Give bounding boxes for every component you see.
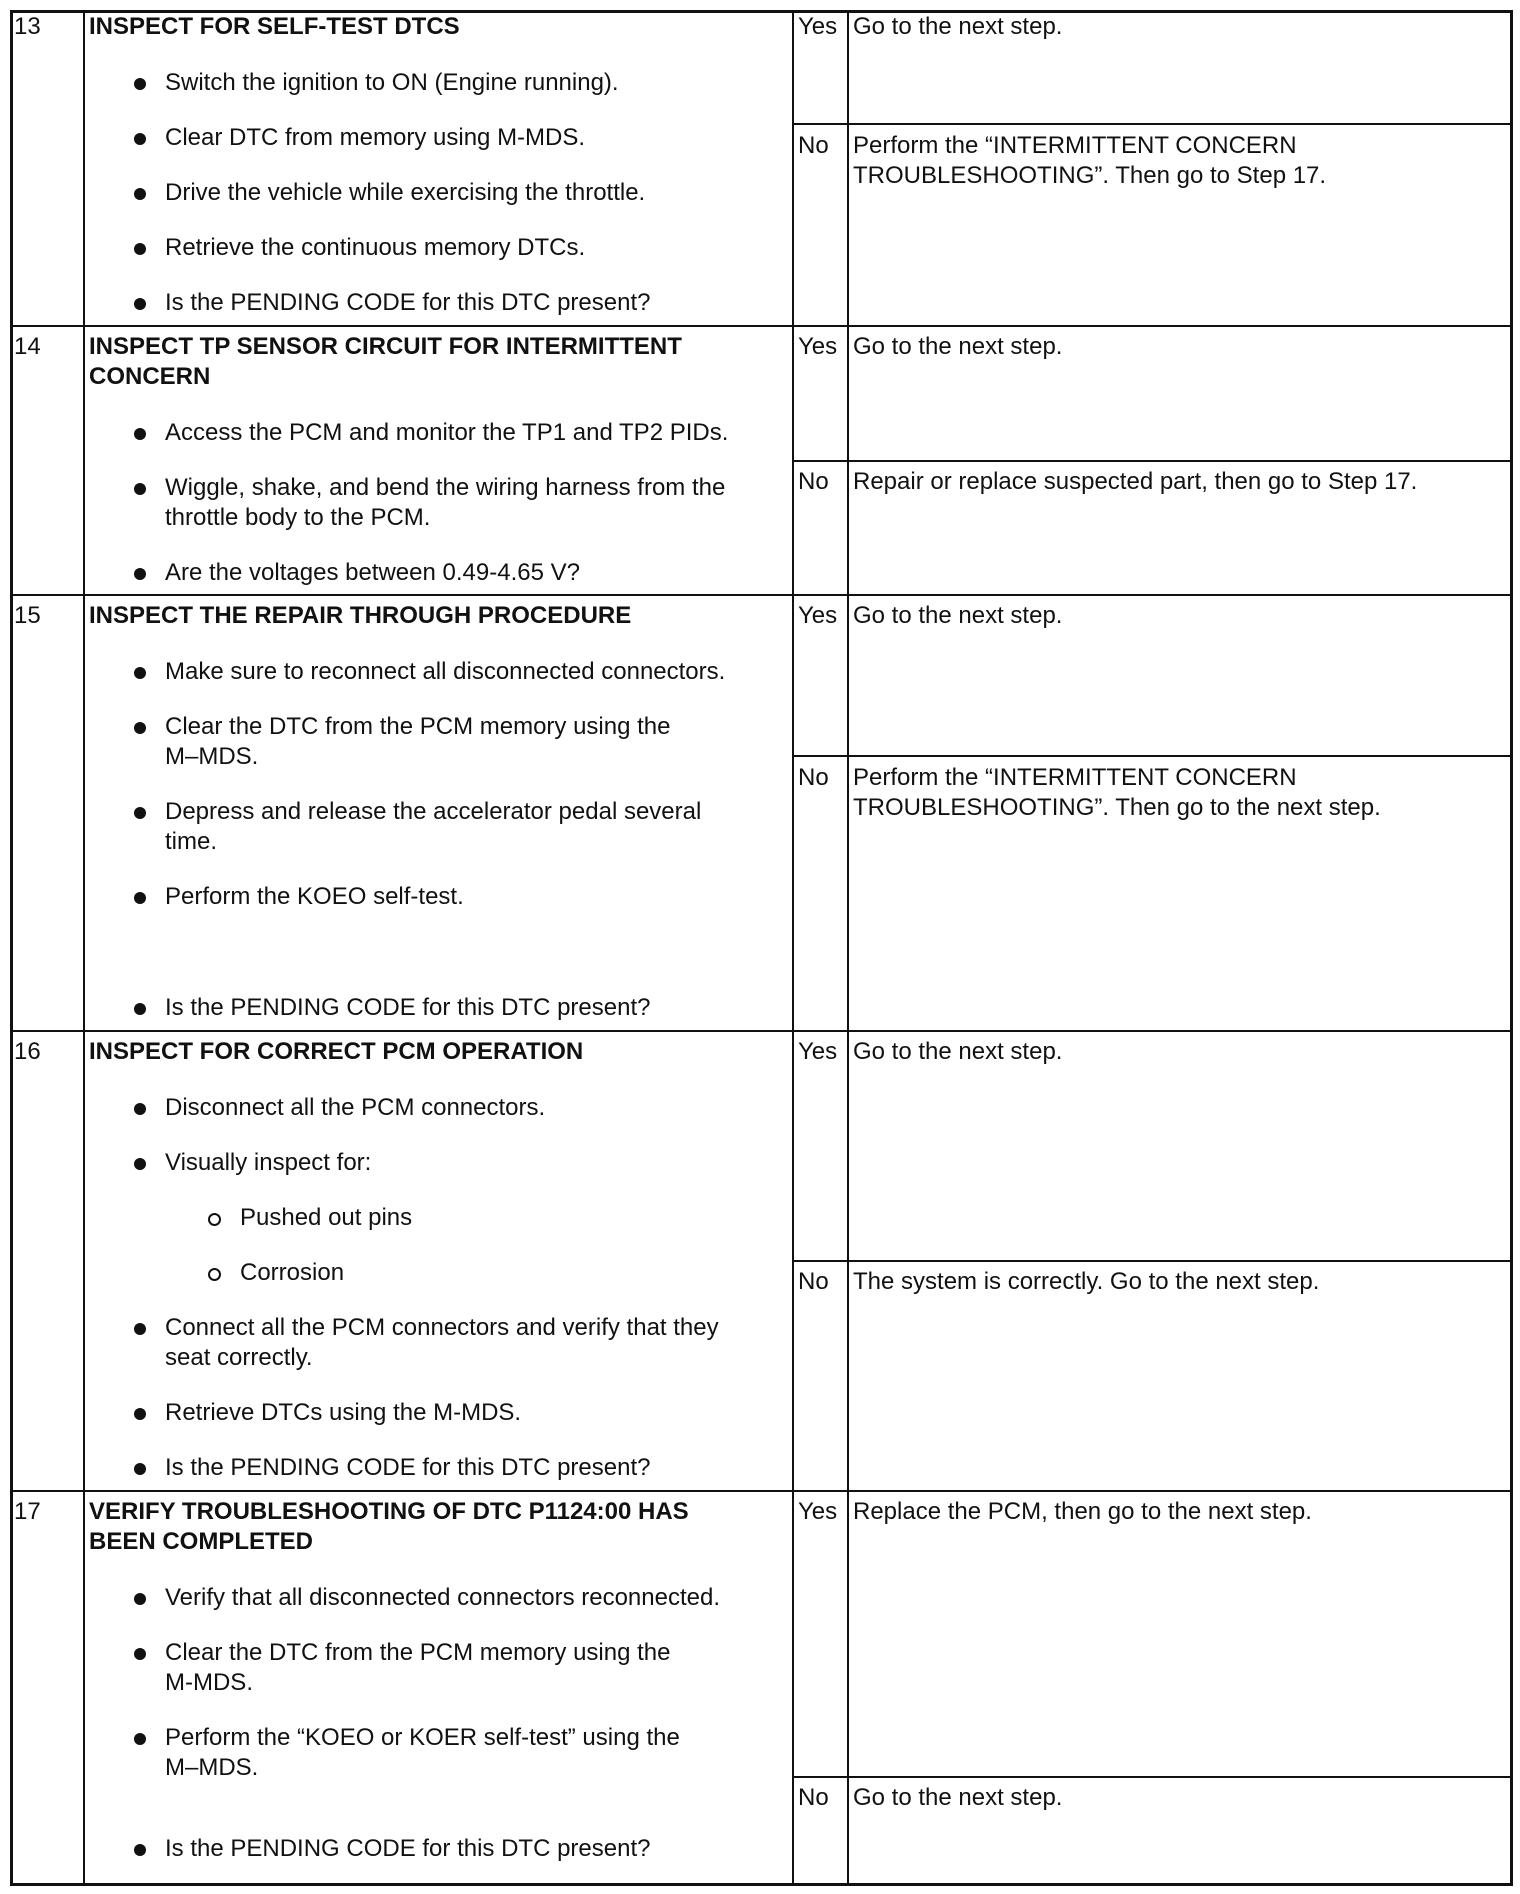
step-item: Clear the DTC from the PCM memory using the <box>165 1639 671 1666</box>
step-number: 14 <box>14 333 41 360</box>
step-item: Is the PENDING CODE for this DTC present? <box>165 289 651 316</box>
step-title: INSPECT FOR SELF-TEST DTCS <box>89 13 460 40</box>
step-title: BEEN COMPLETED <box>89 1528 314 1555</box>
yes-no-divider <box>792 755 1513 757</box>
column-divider-step <box>83 10 85 1886</box>
step-item: M–MDS. <box>165 1754 259 1781</box>
step-item: Perform the “KOEO or KOER self-test” using the <box>165 1724 680 1751</box>
bullet-icon <box>134 78 146 90</box>
bullet-icon <box>134 807 146 819</box>
no-action: Go to the next step. <box>853 1784 1063 1811</box>
bullet-icon <box>134 243 146 255</box>
bullet-icon <box>134 667 146 679</box>
step-item: Make sure to reconnect all disconnected connectors. <box>165 658 726 685</box>
no-action: The system is correctly. Go to the next step. <box>853 1268 1320 1295</box>
sub-bullet-icon <box>208 1268 221 1281</box>
yes-no-divider <box>792 123 1513 125</box>
step-item: Is the PENDING CODE for this DTC present? <box>165 1454 651 1481</box>
step-title: INSPECT TP SENSOR CIRCUIT FOR INTERMITTENT <box>89 333 682 360</box>
column-divider-action <box>792 10 794 1886</box>
bullet-icon <box>134 722 146 734</box>
step-item: Retrieve DTCs using the M-MDS. <box>165 1399 522 1426</box>
step-item: Retrieve the continuous memory DTCs. <box>165 234 586 261</box>
no-label: No <box>798 468 829 495</box>
step-item: Verify that all disconnected connectors reconnected. <box>165 1584 720 1611</box>
bullet-icon <box>134 568 146 580</box>
step-item: time. <box>165 828 218 855</box>
step-title: VERIFY TROUBLESHOOTING OF DTC P1124:00 HAS <box>89 1498 689 1525</box>
row-divider <box>10 1490 1513 1492</box>
step-item: Switch the ignition to ON (Engine running). <box>165 69 619 96</box>
row-divider <box>10 594 1513 596</box>
step-item: Is the PENDING CODE for this DTC present? <box>165 1835 651 1862</box>
bullet-icon <box>134 1844 146 1856</box>
no-action: Perform the “INTERMITTENT CONCERN <box>853 132 1297 159</box>
column-divider-result <box>847 10 849 1886</box>
step-item: Clear the DTC from the PCM memory using the <box>165 713 671 740</box>
step-item: Drive the vehicle while exercising the throttle. <box>165 179 646 206</box>
bullet-icon <box>134 1733 146 1745</box>
step-item: Perform the KOEO self-test. <box>165 883 464 910</box>
step-item: Depress and release the accelerator pedal several <box>165 798 702 825</box>
yes-no-divider <box>792 1776 1513 1778</box>
yes-no-divider <box>792 460 1513 462</box>
step-item: M–MDS. <box>165 743 259 770</box>
step-number: 15 <box>14 602 41 629</box>
no-label: No <box>798 764 829 791</box>
no-action: Perform the “INTERMITTENT CONCERN <box>853 764 1297 791</box>
bullet-icon <box>134 1323 146 1335</box>
step-title: CONCERN <box>89 363 211 390</box>
bullet-icon <box>134 133 146 145</box>
no-action: Repair or replace suspected part, then go to Step 17. <box>853 468 1418 495</box>
step-item: Access the PCM and monitor the TP1 and TP2 PIDs. <box>165 419 729 446</box>
yes-label: Yes <box>798 333 838 360</box>
step-number: 16 <box>14 1038 41 1065</box>
step-item: M-MDS. <box>165 1669 253 1696</box>
step-number: 13 <box>14 13 41 40</box>
step-item: Is the PENDING CODE for this DTC present? <box>165 994 651 1021</box>
bullet-icon <box>134 892 146 904</box>
row-divider <box>10 325 1513 327</box>
bullet-icon <box>134 428 146 440</box>
bullet-icon <box>134 483 146 495</box>
bullet-icon <box>134 188 146 200</box>
bullet-icon <box>134 1648 146 1660</box>
step-item: throttle body to the PCM. <box>165 504 431 531</box>
step-item: Visually inspect for: <box>165 1149 372 1176</box>
yes-label: Yes <box>798 1498 838 1525</box>
no-label: No <box>798 1784 829 1811</box>
yes-no-divider <box>792 1260 1513 1262</box>
bullet-icon <box>134 1158 146 1170</box>
yes-action: Replace the PCM, then go to the next step. <box>853 1498 1312 1525</box>
step-item: Disconnect all the PCM connectors. <box>165 1094 546 1121</box>
bullet-icon <box>134 298 146 310</box>
bullet-icon <box>134 1593 146 1605</box>
step-item: Are the voltages between 0.49-4.65 V? <box>165 559 580 586</box>
yes-action: Go to the next step. <box>853 333 1063 360</box>
step-item: Clear DTC from memory using M-MDS. <box>165 124 586 151</box>
yes-action: Go to the next step. <box>853 602 1063 629</box>
yes-action: Go to the next step. <box>853 13 1063 40</box>
no-action: TROUBLESHOOTING”. Then go to the next step. <box>853 794 1381 821</box>
no-label: No <box>798 1268 829 1295</box>
no-action: TROUBLESHOOTING”. Then go to Step 17. <box>853 162 1327 189</box>
step-item: seat correctly. <box>165 1344 313 1371</box>
step-sub-item: Pushed out pins <box>240 1204 413 1231</box>
yes-label: Yes <box>798 1038 838 1065</box>
sub-bullet-icon <box>208 1213 221 1226</box>
yes-action: Go to the next step. <box>853 1038 1063 1065</box>
yes-label: Yes <box>798 602 838 629</box>
step-sub-item: Corrosion <box>240 1259 345 1286</box>
bullet-icon <box>134 1103 146 1115</box>
yes-label: Yes <box>798 13 838 40</box>
step-item: Wiggle, shake, and bend the wiring harness from the <box>165 474 726 501</box>
no-label: No <box>798 132 829 159</box>
step-item: Connect all the PCM connectors and verify that they <box>165 1314 719 1341</box>
step-number: 17 <box>14 1498 41 1525</box>
bullet-icon <box>134 1003 146 1015</box>
bullet-icon <box>134 1463 146 1475</box>
row-divider <box>10 1030 1513 1032</box>
step-title: INSPECT FOR CORRECT PCM OPERATION <box>89 1038 584 1065</box>
bullet-icon <box>134 1408 146 1420</box>
step-title: INSPECT THE REPAIR THROUGH PROCEDURE <box>89 602 632 629</box>
